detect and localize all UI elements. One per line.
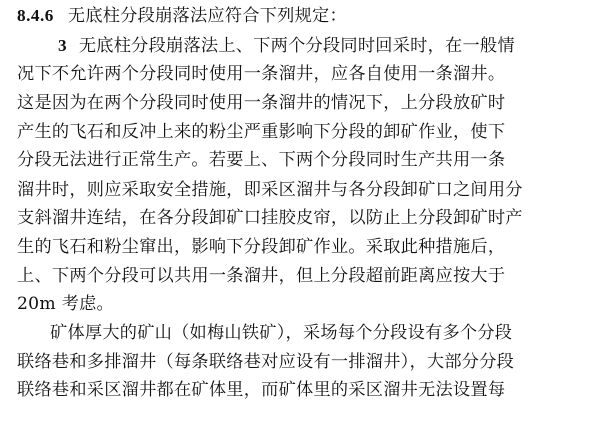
paragraph-line: 支斜溜井连结，在各分段卸矿口挂胶皮帘，以防止上分段卸矿时产 (17, 208, 523, 228)
paragraph-line: 生的飞石和粉尘窜出，影响下分段卸矿作业。采取此种措施后， (17, 237, 506, 257)
section-title: 无底柱分段崩落法应符合下列规定： (67, 6, 347, 26)
paragraph-line: 这是因为在两个分段同时使用一条溜井的情况下，上分段放矿时 (17, 93, 506, 113)
paragraph-line: 联络巷和多排溜井（每条联络巷对应设有一排溜井），大部分分段 (17, 352, 515, 372)
paragraph-text: 无底柱分段崩落法上、下两个分段同时回采时，在一般情 (78, 36, 515, 56)
paragraph-line: 矿体厚大的矿山（如梅山铁矿），采场每个分段设有多个分段 (50, 323, 513, 343)
paragraph-line (58, 36, 515, 56)
clause-number: 3 (58, 36, 67, 55)
section-heading (17, 6, 347, 26)
paragraph-line: 产生的飞石和反冲上来的粉尘严重影响下分段的卸矿作业，使下 (17, 122, 506, 142)
paragraph-line: 溜井时，则应采取安全措施，即采区溜井与各分段卸矿口之间用分 (17, 180, 523, 200)
paragraph-line: 分段无法进行正常生产。若要上、下两个分段同时生产共用一条 (17, 150, 506, 170)
paragraph-line: 况下不允许两个分段同时使用一条溜井，应各自使用一条溜井。 (17, 64, 506, 84)
section-number: 8.4.6 (17, 6, 54, 25)
paragraph-line: 上、下两个分段可以共用一条溜井，但上分段超前距离应按大于 (17, 266, 506, 286)
paragraph-line: 20m 考虑。 (17, 294, 114, 314)
paragraph-line: 联络巷和采区溜井都在矿体里，而矿体里的采区溜井无法设置每 (17, 380, 506, 400)
